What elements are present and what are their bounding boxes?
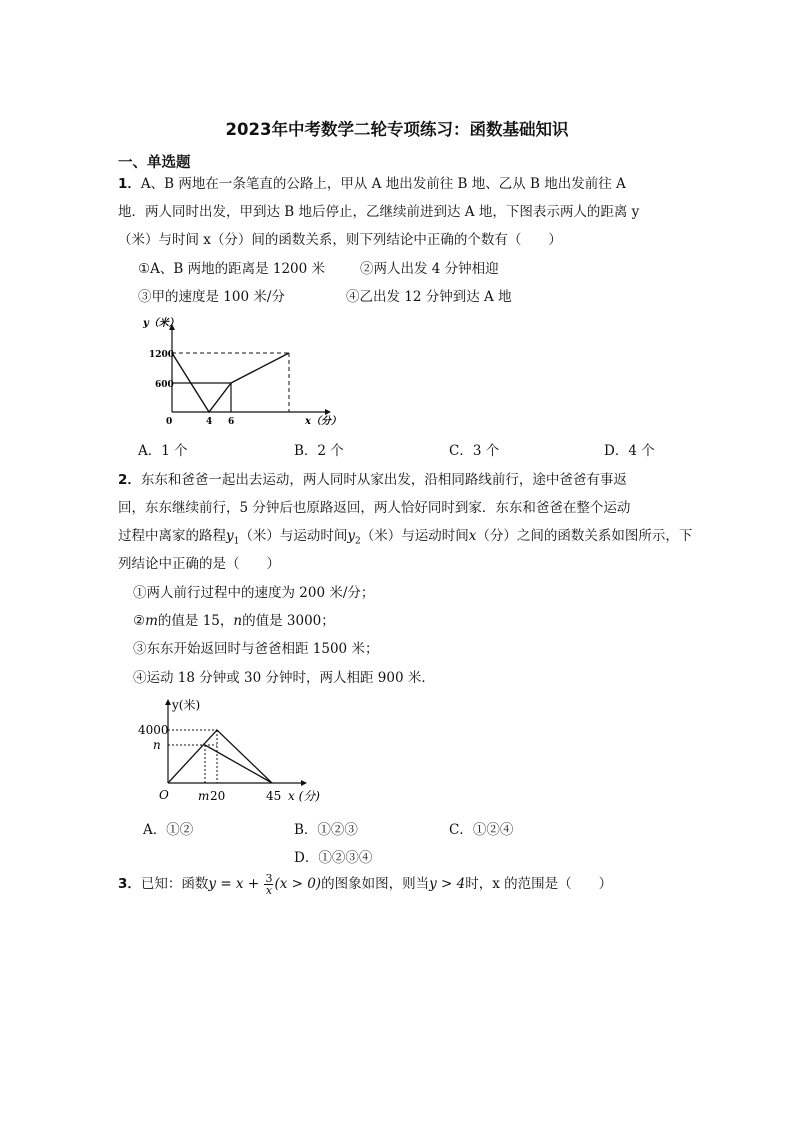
q1-tick-1200: 1200 [149, 350, 175, 360]
q2-option-c[interactable]: C．①②④ [449, 822, 514, 838]
q1-option-b[interactable]: B．2 个 [294, 443, 344, 459]
q3-condition: y > 4 [429, 876, 466, 892]
q2-var-x: x [468, 528, 477, 544]
q2-var-y2: y [347, 528, 356, 544]
q2-var-y1: y [226, 528, 234, 544]
q2-line-5: 列结论中正确的是（ ） [118, 556, 280, 572]
q2-s2-part-2: 的值是 3000； [242, 613, 335, 629]
q2-statement-1: ①两人前行过程中的速度为 200 米/分； [133, 585, 375, 601]
q1-statement-2: ②两人出发 4 分钟相迎 [360, 261, 499, 277]
q2-s2-prefix: ② [133, 613, 146, 629]
q2-text-3d: （分）之间的函数关系如图所示，下 [476, 528, 693, 544]
q2-sub-2: 2 [355, 536, 361, 547]
q1-statement-3: ③甲的速度是 100 米/分 [138, 289, 285, 305]
q2-tick-20: 20 [210, 789, 226, 803]
q3-number: 3． [118, 876, 141, 892]
q3-frac-den: x [265, 884, 273, 897]
q2-y-label: y(米) [172, 698, 201, 712]
q1-tick-4: 4 [206, 417, 213, 427]
q1-tick-600: 600 [155, 380, 174, 390]
q2-tick-m: m [198, 789, 210, 803]
q1-tick-0: 0 [166, 417, 173, 427]
q3-formula-lhs: y = x + [208, 876, 264, 892]
q3-formula-cond: (x > 0) [274, 876, 322, 892]
q2-tick-o: O [159, 788, 169, 802]
q3-fraction [264, 873, 273, 896]
q1-line-1 [118, 172, 626, 192]
q1-graph [135, 312, 341, 434]
q2-line3-prefix: 过程中离家的路程 [118, 528, 226, 544]
q2-graph [138, 693, 338, 808]
q2-s2-part-1: 的值是 15， [157, 613, 234, 629]
q1-line-2: 地．两人同时出发，甲到达 B 地后停止，乙继续前进到达 A 地，下图表示两人的距离 y [118, 204, 640, 220]
q1-option-c[interactable]: C．3 个 [449, 443, 500, 459]
q1-text-1: A、B 两地在一条笔直的公路上，甲从 A 地出发前往 B 地、乙从 B 地出发前往 A [140, 176, 626, 192]
q2-text-3b: （米）与运动时间 [239, 528, 348, 544]
q3-suffix: 时，x 的范围是（ ） [465, 876, 613, 892]
q2-option-a[interactable]: A．①② [143, 822, 194, 838]
section-heading: 一、单选题 [118, 155, 191, 171]
q1-statement-1: ①A、B 两地的距离是 1200 米 [138, 261, 326, 277]
q2-statement-4: ④运动 18 分钟或 30 分钟时，两人相距 900 米． [133, 670, 435, 686]
q2-number: 2． [118, 472, 141, 488]
q2-line-3-full [118, 524, 692, 547]
q2-var-m: m [145, 613, 158, 629]
q1-option-a[interactable]: A．1 个 [138, 443, 188, 459]
q2-statement-3: ③东东开始返回时与爸爸相距 1500 米； [133, 641, 379, 657]
q2-dongdong-line [168, 730, 272, 783]
q2-statement-2 [133, 609, 335, 629]
q2-option-b[interactable]: B．①②③ [294, 822, 358, 838]
q3-middle: 的图象如图，则当 [321, 876, 430, 892]
q1-option-d[interactable]: D．4 个 [604, 443, 655, 459]
q3-frac-num: 3 [265, 872, 273, 885]
q2-x-label: x (分) [288, 789, 320, 803]
q1-number: 1． [118, 176, 141, 192]
q2-tick-n: n [153, 738, 161, 752]
q2-y-arrow-icon [165, 699, 171, 705]
q2-tick-4000: 4000 [138, 723, 169, 737]
q1-x-label: x（分） [305, 416, 341, 427]
q1-line-3: （米）与时间 x（分）间的函数关系，则下列结论中正确的个数有（ ） [118, 232, 562, 248]
page-title: 2023年中考数学二轮专项练习：函数基础知识 [225, 120, 569, 139]
q2-text-3c: （米）与运动时间 [360, 528, 469, 544]
q1-statement-4: ④乙出发 12 分钟到达 A 地 [346, 289, 512, 305]
q1-x-arrow-icon [325, 409, 331, 415]
q2-text-1: 东东和爸爸一起出去运动，两人同时从家出发，沿相同路线前行，途中爸爸有事返 [140, 472, 627, 488]
question-3 [118, 872, 612, 896]
q2-var-n: n [233, 613, 243, 629]
q2-tick-45: 45 [266, 789, 282, 803]
q1-tick-6: 6 [228, 417, 235, 427]
q1-y-label: y（米） [143, 318, 179, 329]
q2-option-d[interactable]: D．①②③④ [294, 850, 373, 866]
q3-prefix: 已知：函数 [140, 876, 209, 892]
q2-x-arrow-icon [301, 780, 307, 786]
q2-line-2: 回，东东继续前行，5 分钟后也原路返回，两人恰好同时到家．东东和爸爸在整个运动 [118, 500, 631, 516]
q2-line-1 [118, 468, 627, 488]
q2-sub-1: 1 [233, 536, 240, 547]
